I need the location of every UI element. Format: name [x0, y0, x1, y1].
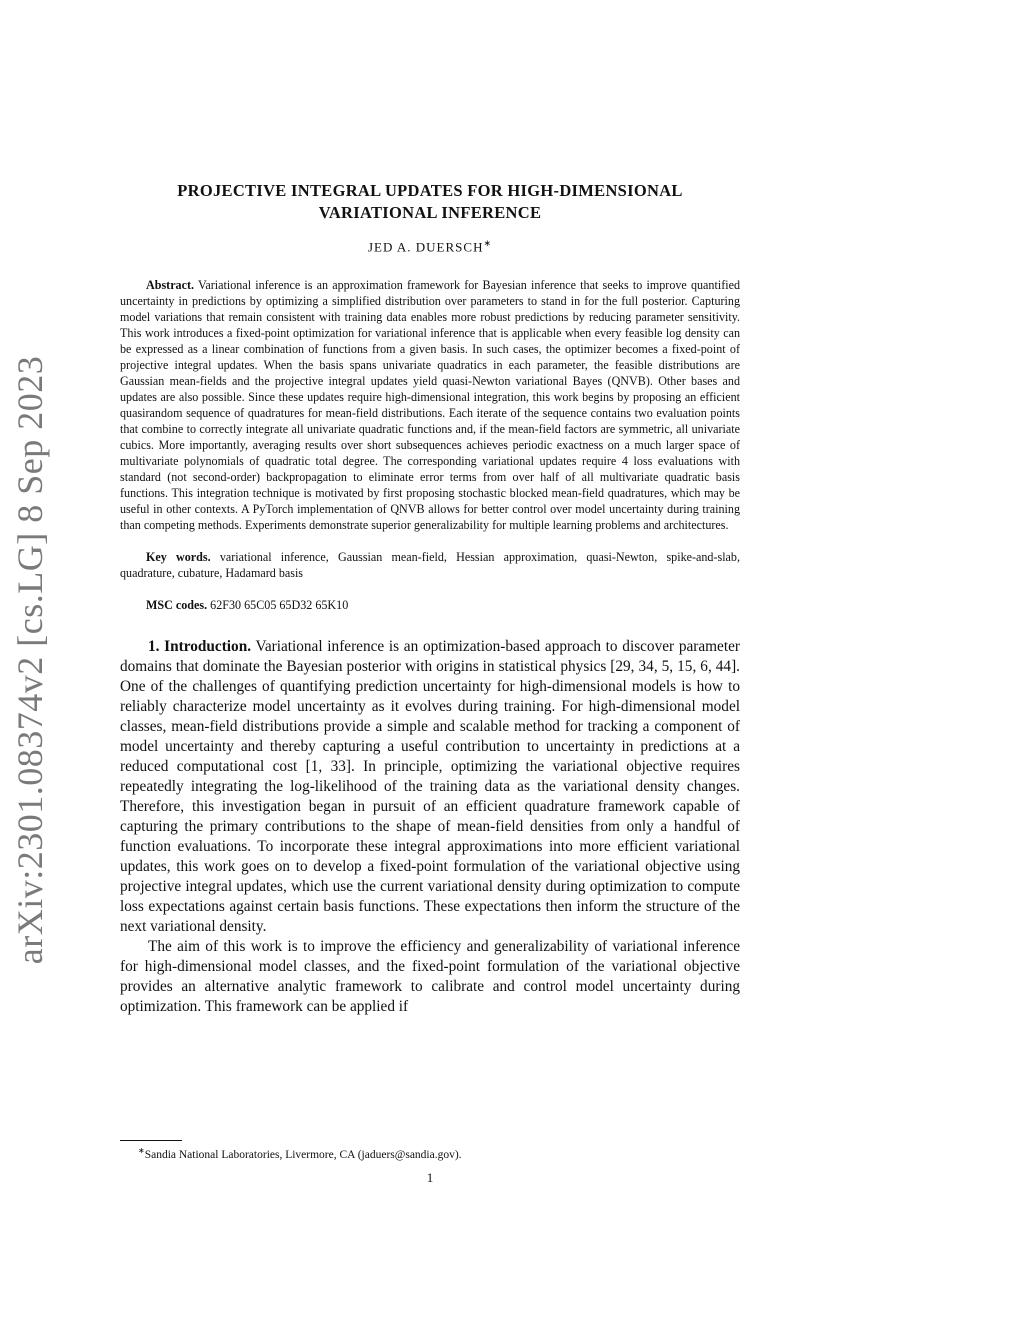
- page-number: 1: [426, 1170, 434, 1185]
- abstract-text: Variational inference is an approximation framework for Bayesian inference that seeks to improve quantified uncertainty in predictions by optimizing a simplified distribution over parameters to stand in for the full posterior. Capturing model variations that remain consistent with training data enables more robust predictions by reducing parameter sensitivity. This work introduces a fixed-point optimization for variational inference that is applicable when every feasible log density can be expressed as a linear combination of functions from a given basis. In such cases, the optimizer becomes a fixed-point of projective integral updates. When the basis spans univariate quadratics in each parameter, the feasible distributions are Gaussian mean-fields and the projective integral updates yield quasi-Newton variational Bayes (QNVB). Other bases and updates are also possible. Since these updates require high-dimensional integration, this work begins by proposing an efficient quasirandom sequence of quadratures for mean-field distributions. Each iterate of the sequence contains two evaluation points that combine to correctly integrate all univariate quadratic functions and, if the mean-field factors are symmetric, all univariate cubics. More importantly, averaging results over short subsequences achieves periodic exactness on a much larger space of multivariate polynomials of quadratic total degree. The corresponding variational updates require 4 loss evaluations with standard (not second-order) backpropagation to eliminate error terms from over half of all multivariate quadratic basis functions. This integration technique is motivated by first proposing stochastic blocked mean-field quadratures, which may be useful in other contexts. A PyTorch implementation of QNVB allows for better control over model uncertainty during training than competing methods. Experiments demonstrate superior generalizability for multiple learning problems and architectures.: [120, 278, 740, 533]
- footnote-mark: ∗: [138, 1146, 145, 1155]
- title-line-2: VARIATIONAL INFERENCE: [318, 203, 542, 222]
- msc-codes: [120, 597, 740, 613]
- author-name: JED A. DUERSCH: [367, 239, 484, 255]
- msc-text: 62F30 65C05 65D32 65K10: [210, 598, 349, 613]
- introduction-paragraph: [120, 637, 740, 937]
- section-heading-introduction: 1. Introduction.: [148, 638, 252, 656]
- keywords-heading: Key words.: [146, 550, 211, 565]
- msc-heading: MSC codes.: [146, 598, 208, 613]
- paper-title: [120, 180, 740, 224]
- abstract: [120, 277, 740, 533]
- body-paragraph-2: [120, 937, 740, 1017]
- keywords: [120, 549, 740, 581]
- keywords-text: variational inference, Gaussian mean-field, Hessian approximation, quasi-Newton, spike-and-slab, quadrature, cubature, Hadamard basis: [120, 550, 740, 581]
- abstract-heading: Abstract.: [146, 278, 195, 293]
- footnote-divider: [120, 1140, 182, 1141]
- footnote-text: Sandia National Laboratories, Livermore, CA (jaduers@sandia.gov).: [144, 1148, 462, 1161]
- paper-page: [120, 180, 740, 1017]
- introduction-text: Variational inference is an optimization-based approach to discover parameter domains that dominate the Bayesian posterior with origins in statistical physics [29, 34, 5, 15, 6, 44]. One of the challenges of quantifying prediction uncertainty for high-dimensional models is how to reliably characterize model uncertainty as it evolves during training. For high-dimensional model classes, mean-field distributions provide a simple and scalable method for tracking a component of model uncertainty and thereby capturing a useful contribution to uncertainty in predictions at a reduced computational cost [1, 33]. In principle, optimizing the variational objective requires repeatedly integrating the log-likelihood of the training data as the variational density changes. Therefore, this investigation began in pursuit of an efficient quadrature framework capable of capturing the primary contributions to the shape of mean-field densities from only a handful of function evaluations. To incorporate these integral approximations into more efficient variational updates, this work goes on to develop a fixed-point formulation of the variational objective using projective integral updates, which use the current variational density during optimization to compute loss expectations against certain basis functions. These expectations then inform the structure of the next variational density.: [120, 638, 740, 936]
- title-line-1: PROJECTIVE INTEGRAL UPDATES FOR HIGH-DIMENSIONAL: [177, 181, 683, 200]
- paragraph-2-text: The aim of this work is to improve the efficiency and generalizability of variational inference for high-dimensional model classes, and the fixed-point formulation of the variational objective provides an alternative analytic framework to calibrate and control model uncertainty during optimization. This framework can be applied if: [120, 938, 740, 1016]
- footnote: [120, 1146, 740, 1161]
- author-line: [120, 238, 740, 255]
- author-footnote-mark: ∗: [483, 238, 493, 248]
- arxiv-identifier-stamp: [0, 355, 60, 965]
- arxiv-identifier-text: arXiv:2301.08374v2 [cs.LG] 8 Sep 2023: [10, 355, 50, 965]
